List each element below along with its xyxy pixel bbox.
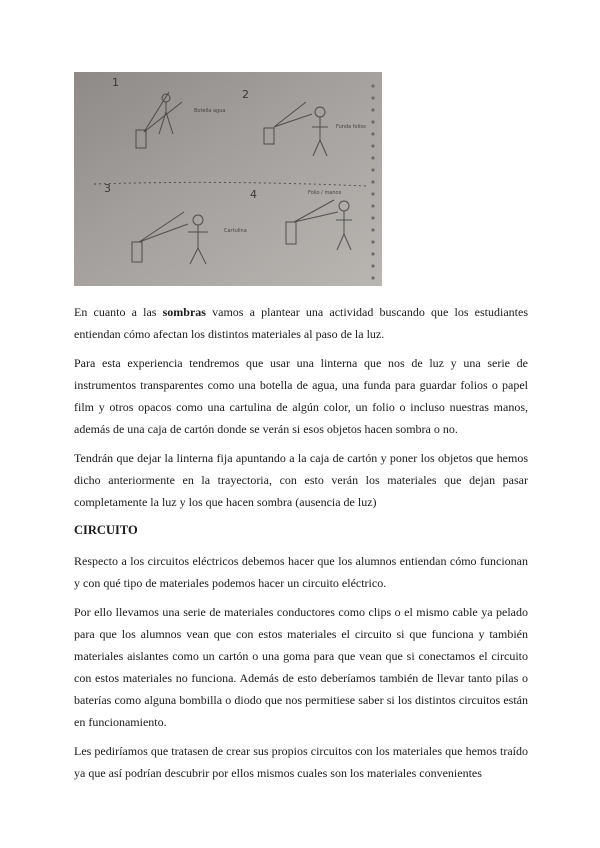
p1-text-before: En cuanto a las: [74, 305, 163, 319]
sketch-number-3: 3: [104, 182, 111, 195]
paragraph-sombras: [74, 301, 528, 345]
sketch-number-2: 2: [242, 88, 249, 101]
sketch-drawing: [74, 72, 382, 286]
paragraph-linterna: Tendrán que dejar la linterna fija apuntando a la caja de cartón y poner los objetos que hemos dicho anteriormente en la trayectoria, con esto verán los materiales que dejan pasar completamente la luz y los que hacen sombra (ausencia de luz): [74, 451, 528, 509]
paragraph-materiales: Por ello llevamos una serie de materiales conductores como clips o el mismo cable ya pelado para que los alumnos vean que con estos materiales el circuito si que funciona y también materiales aislantes como un cartón o una goma para que vean que si conectamos el circuito con estos materiales no funciona. Además de esto deberíamos también de llevar tanto pilas o baterías como alguna bombilla o diodo que nos permitiese saber si los distintos circuitos están en funcionamiento.: [74, 605, 528, 729]
sketch-note-1: Botella agua: [194, 108, 226, 114]
paragraph-experiencia: Para esta experiencia tendremos que usar una linterna que nos de luz y una serie de instrumentos transparentes como una botella de agua, una funda para guardar folios o papel film y otros opacos como una cartulina de algún color, un folio o incluso nuestras manos, además de una caja de cartón donde se verán si esos objetos hacen sombra o no.: [74, 356, 528, 436]
paragraph-circuitos: Respecto a los circuitos eléctricos debemos hacer que los alumnos entiendan cómo funcionan y con qué tipo de materiales podemos hacer un circuito eléctrico.: [74, 554, 528, 590]
sketch-number-4: 4: [250, 188, 257, 201]
sketch-note-4: Folio / manos: [308, 190, 342, 196]
sketch-number-1: 1: [112, 76, 119, 89]
section-heading-circuito: CIRCUITO: [74, 523, 138, 537]
p1-text-after: vamos a plantear una actividad buscando que los estudiantes entiendan cómo afectan los distintos materiales al paso de la luz.: [74, 305, 528, 341]
paragraph-crear-circuitos: Les pediríamos que tratasen de crear sus propios circuitos con los materiales que hemos traído ya que así podrían descubrir por ellos mismos cuales son los materiales convenientes: [74, 744, 528, 780]
sketch-photo: [74, 72, 382, 286]
sketch-note-2: Funda folios: [336, 124, 367, 130]
p1-bold-term: sombras: [162, 305, 206, 319]
sketch-note-3: Cartulina: [224, 228, 247, 234]
